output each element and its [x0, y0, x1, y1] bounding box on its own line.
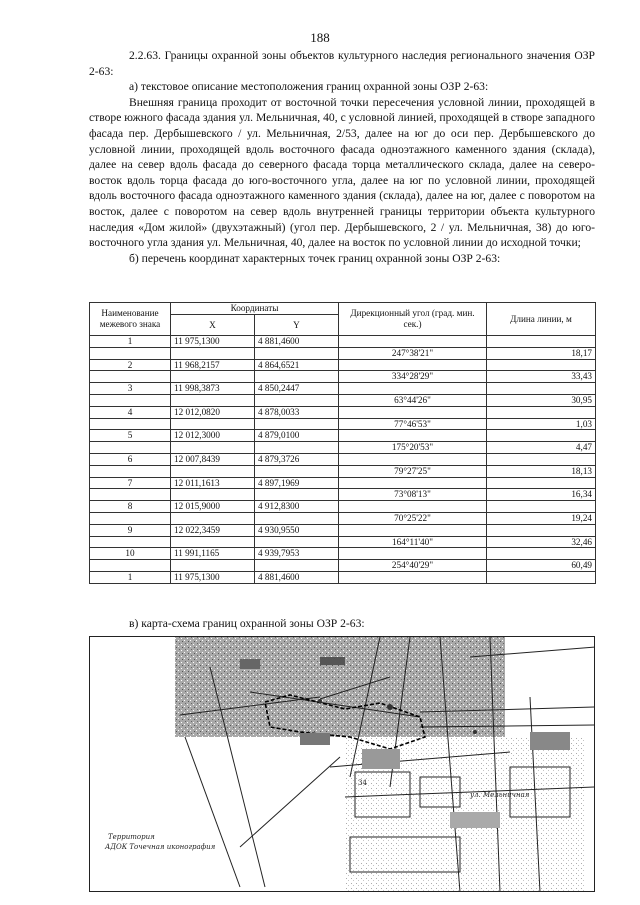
segment-direction: 247°38'21" [339, 347, 487, 359]
map-drawing [90, 637, 595, 892]
point-length-empty [487, 336, 596, 348]
segment-x-empty [171, 371, 255, 383]
point-length-empty [487, 406, 596, 418]
point-length-empty [487, 430, 596, 442]
segment-y-empty [255, 536, 339, 548]
segment-length: 19,24 [487, 512, 596, 524]
segment-direction: 175°20'53" [339, 442, 487, 454]
segment-row [90, 560, 596, 572]
segment-name-empty [90, 347, 171, 359]
segment-length: 18,13 [487, 465, 596, 477]
point-direction-empty [339, 430, 487, 442]
point-length-empty [487, 571, 596, 583]
segment-row [90, 347, 596, 359]
point-name: 4 [90, 406, 171, 418]
point-x: 12 022,3459 [171, 524, 255, 536]
segment-row [90, 489, 596, 501]
segment-direction: 164°11'40" [339, 536, 487, 548]
segment-direction: 73°08'13" [339, 489, 487, 501]
map-label-adok: АДОК Точечная иконография [105, 843, 216, 851]
header-coordinates: Координаты [171, 303, 339, 315]
point-x: 11 998,3873 [171, 383, 255, 395]
segment-name-empty [90, 418, 171, 430]
point-row [90, 477, 596, 489]
segment-row [90, 465, 596, 477]
point-y: 4 878,0033 [255, 406, 339, 418]
boundary-description: Внешняя граница проходит от восточной точки пересечения условной линии, проходящей в створе южного фасада здания ул. Мельничная, 40, с условной линией, проходящей в створе западного фасада пер. Дербышевского / ул. Мельничная, 2/53, далее на юг до оси пер. Дербышевского до условной линии, проходящей вдоль восточного фасада одноэтажного каменного здания (склада), далее на север вдоль фасада до северного фасада торца металлического склада, далее на северо-восток вдоль торца фасада до юго-восточного угла, далее на юг по условной линии, проходящей вдоль восточного фасада одноэтажного каменного здания (склада), далее на юг, далее с поворотом на восток, далее с поворотом на север вдоль внутренней границы территории объекта культурного наследия «Дом жилой» (двухэтажный) (угол пер. Дербышевского, 2 / ул. Мельничная, 38) до юго-восточного угла здания ул. Мельничная, 40, далее на восток по условной линии до исходной точки; [89, 95, 595, 250]
point-y: 4 881,4600 [255, 336, 339, 348]
section-heading: 2.2.63. Границы охранной зоны объектов культурного наследия регионального значения ОЗР 2-63: [89, 49, 595, 78]
point-x: 11 975,1300 [171, 571, 255, 583]
segment-direction: 334°28'29" [339, 371, 487, 383]
page-number: 188 [310, 30, 330, 45]
header-name: Наименование межевого знака [90, 303, 171, 336]
map-label-street: ул. Мельничная [470, 791, 530, 799]
point-row [90, 571, 596, 583]
point-row [90, 406, 596, 418]
segment-x-empty [171, 347, 255, 359]
point-y: 4 879,3726 [255, 453, 339, 465]
map-shaded-zone [175, 637, 505, 737]
point-x: 12 011,1613 [171, 477, 255, 489]
header-direction: Дирекционный угол (град. мин. сек.) [339, 303, 487, 336]
segment-row [90, 371, 596, 383]
coordinates-table [89, 302, 596, 584]
point-x: 12 015,9000 [171, 501, 255, 513]
segment-row [90, 418, 596, 430]
point-y: 4 930,9550 [255, 524, 339, 536]
segment-direction: 254°40'29" [339, 560, 487, 572]
segment-row [90, 442, 596, 454]
segment-x-empty [171, 394, 255, 406]
header-x: X [171, 315, 255, 336]
map-caption: в) карта-схема границ охранной зоны ОЗР 2-63: [129, 617, 365, 630]
point-row [90, 453, 596, 465]
segment-x-empty [171, 418, 255, 430]
segment-y-empty [255, 418, 339, 430]
point-direction-empty [339, 453, 487, 465]
segment-name-empty [90, 465, 171, 477]
point-direction-empty [339, 524, 487, 536]
segment-x-empty [171, 536, 255, 548]
segment-length: 32,46 [487, 536, 596, 548]
segment-name-empty [90, 442, 171, 454]
point-x: 12 012,0820 [171, 406, 255, 418]
point-y: 4 939,7953 [255, 548, 339, 560]
segment-y-empty [255, 371, 339, 383]
point-length-empty [487, 548, 596, 560]
segment-y-empty [255, 394, 339, 406]
point-x: 11 968,2157 [171, 359, 255, 371]
segment-name-empty [90, 536, 171, 548]
segment-length: 16,34 [487, 489, 596, 501]
point-name: 1 [90, 336, 171, 348]
point-length-empty [487, 383, 596, 395]
segment-length: 30,95 [487, 394, 596, 406]
point-y: 4 879,0100 [255, 430, 339, 442]
point-name: 10 [90, 548, 171, 560]
point-x: 11 991,1165 [171, 548, 255, 560]
subsection-b-title: б) перечень координат характерных точек границ охранной зоны ОЗР 2-63: [129, 251, 501, 265]
point-row [90, 359, 596, 371]
segment-y-empty [255, 489, 339, 501]
point-name: 7 [90, 477, 171, 489]
segment-x-empty [171, 465, 255, 477]
point-direction-empty [339, 501, 487, 513]
subsection-a-title: а) текстовое описание местоположения границ охранной зоны ОЗР 2-63: [129, 80, 489, 94]
coordinates-table-body [90, 336, 596, 584]
point-row [90, 501, 596, 513]
point-name: 6 [90, 453, 171, 465]
point-name: 8 [90, 501, 171, 513]
map-label-territory: Территория [108, 833, 155, 841]
point-direction-empty [339, 571, 487, 583]
segment-length: 60,49 [487, 560, 596, 572]
segment-direction: 63°44'26" [339, 394, 487, 406]
segment-y-empty [255, 560, 339, 572]
point-direction-empty [339, 359, 487, 371]
segment-length: 33,43 [487, 371, 596, 383]
point-y: 4 897,1969 [255, 477, 339, 489]
point-row [90, 548, 596, 560]
point-length-empty [487, 359, 596, 371]
segment-y-empty [255, 512, 339, 524]
point-name: 2 [90, 359, 171, 371]
point-x: 11 975,1300 [171, 336, 255, 348]
segment-row [90, 394, 596, 406]
segment-direction: 70°25'22" [339, 512, 487, 524]
point-length-empty [487, 501, 596, 513]
point-direction-empty [339, 477, 487, 489]
point-x: 12 012,3000 [171, 430, 255, 442]
segment-direction: 77°46'53" [339, 418, 487, 430]
point-direction-empty [339, 383, 487, 395]
segment-row [90, 512, 596, 524]
segment-x-empty [171, 442, 255, 454]
segment-row [90, 536, 596, 548]
point-direction-empty [339, 406, 487, 418]
point-x: 12 007,8439 [171, 453, 255, 465]
point-direction-empty [339, 336, 487, 348]
segment-x-empty [171, 489, 255, 501]
point-name: 9 [90, 524, 171, 536]
segment-name-empty [90, 512, 171, 524]
point-y: 4 850,2447 [255, 383, 339, 395]
segment-length: 1,03 [487, 418, 596, 430]
segment-direction: 79°27'25" [339, 465, 487, 477]
segment-name-empty [90, 371, 171, 383]
point-y: 4 864,6521 [255, 359, 339, 371]
header-y: Y [255, 315, 339, 336]
point-name: 3 [90, 383, 171, 395]
point-length-empty [487, 524, 596, 536]
map-scheme [89, 636, 595, 892]
point-row [90, 336, 596, 348]
point-length-empty [487, 453, 596, 465]
point-y: 4 912,8300 [255, 501, 339, 513]
segment-y-empty [255, 465, 339, 477]
segment-name-empty [90, 489, 171, 501]
point-row [90, 430, 596, 442]
segment-y-empty [255, 347, 339, 359]
point-length-empty [487, 477, 596, 489]
segment-x-empty [171, 512, 255, 524]
point-direction-empty [339, 548, 487, 560]
point-y: 4 881,4600 [255, 571, 339, 583]
segment-length: 18,17 [487, 347, 596, 359]
point-name: 5 [90, 430, 171, 442]
point-name: 1 [90, 571, 171, 583]
segment-name-empty [90, 560, 171, 572]
map-label-number: 34 [358, 779, 367, 787]
point-row [90, 383, 596, 395]
segment-length: 4,47 [487, 442, 596, 454]
segment-y-empty [255, 442, 339, 454]
header-length: Длина линии, м [487, 303, 596, 336]
segment-name-empty [90, 394, 171, 406]
point-row [90, 524, 596, 536]
segment-x-empty [171, 560, 255, 572]
text-block [89, 48, 595, 266]
